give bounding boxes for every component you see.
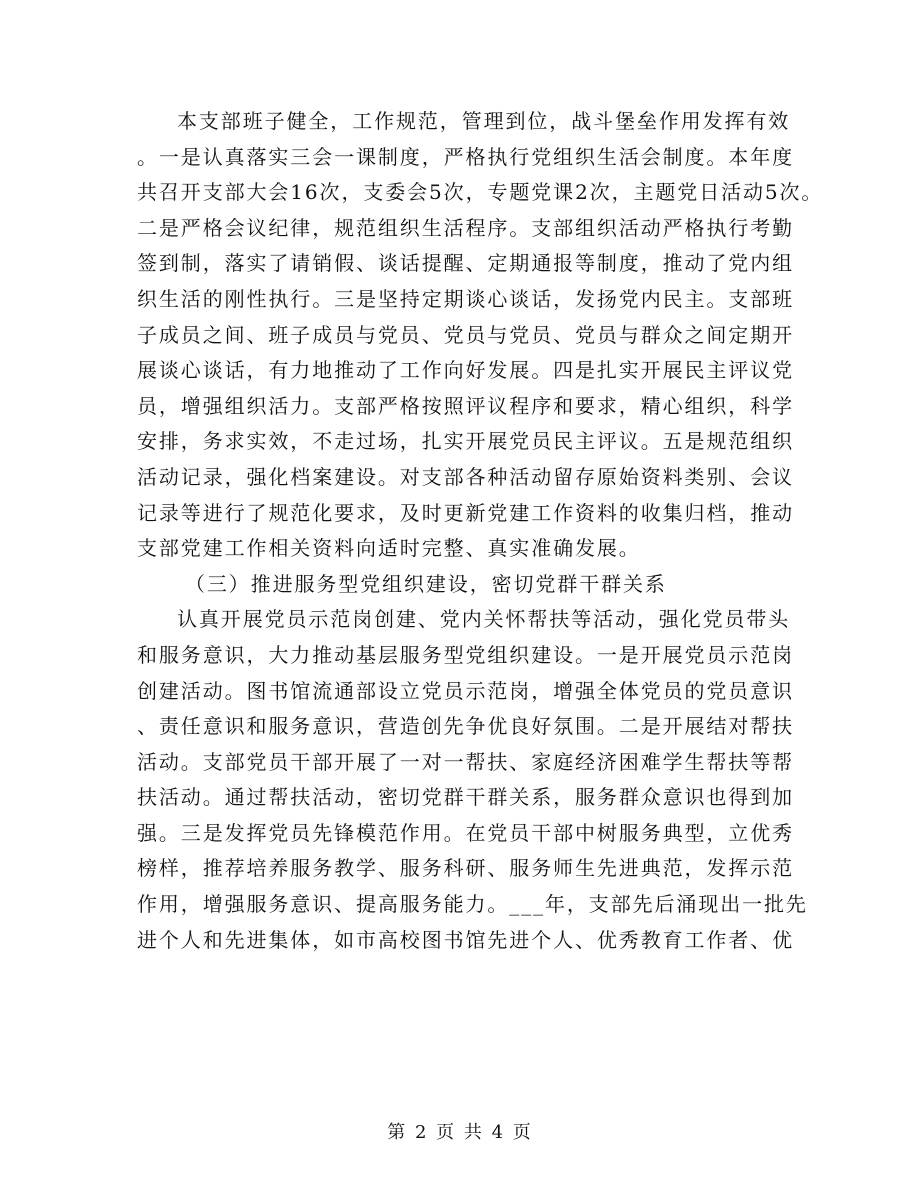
paragraph-line: 织生活的刚性执行。三是坚持定期谈心谈话，发扬党内民主。支部班 — [137, 286, 794, 311]
paragraph-line: 。一是认真落实三会一课制度，严格执行党组织生活会制度。本年度 — [137, 144, 794, 169]
paragraph-line: 活动记录，强化档案建设。对支部各种活动留存原始资料类别、会议 — [137, 464, 794, 489]
paragraph-line: 共召开支部大会16次，支委会5次，专题党课2次，主题党日活动5次。 — [137, 180, 824, 205]
paragraph-line: 扶活动。通过帮扶活动，密切党群干群关系，服务群众意识也得到加 — [137, 785, 794, 810]
section-heading: （三）推进服务型党组织建设，密切党群干群关系 — [185, 571, 667, 596]
paragraph-line: 员，增强组织活力。支部严格按照评议程序和要求，精心组织，科学 — [137, 393, 794, 418]
paragraph-line: 认真开展党员示范岗创建、党内关怀帮扶等活动，强化党员带头 — [177, 607, 791, 632]
paragraph-line: 支部党建工作相关资料向适时完整、真实准确发展。 — [137, 536, 641, 561]
paragraph-line: 活动。支部党员干部开展了一对一帮扶、家庭经济困难学生帮扶等帮 — [137, 749, 794, 774]
paragraph-line: 签到制，落实了请销假、谈话提醒、定期通报等制度，推动了党内组 — [137, 251, 794, 276]
paragraph-line: 本支部班子健全，工作规范，管理到位，战斗堡垒作用发挥有效 — [177, 109, 791, 133]
paragraph-line: 和服务意识，大力推动基层服务型党组织建设。一是开展党员示范岗 — [137, 642, 794, 667]
document-body — [137, 104, 824, 958]
paragraph-line: 二是严格会议纪律，规范组织生活程序。支部组织活动严格执行考勤 — [137, 215, 794, 240]
paragraph-line: 展谈心谈话，有力地推动了工作向好发展。四是扎实开展民主评议党 — [137, 358, 794, 383]
paragraph-line: 进个人和先进集体，如市高校图书馆先进个人、优秀教育工作者、优 — [137, 927, 794, 952]
paragraph-line: 强。三是发挥党员先锋模范作用。在党员干部中树服务典型，立优秀 — [137, 820, 794, 845]
paragraph-line: 记录等进行了规范化要求，及时更新党建工作资料的收集归档，推动 — [137, 500, 794, 525]
paragraph-line: 子成员之间、班子成员与党员、党员与党员、党员与群众之间定期开 — [137, 322, 794, 347]
paragraph-line: 榜样，推荐培养服务教学、服务科研、服务师生先进典范，发挥示范 — [137, 856, 794, 881]
paragraph-line: 、责任意识和服务意识，营造创先争优良好氛围。二是开展结对帮扶 — [137, 714, 794, 739]
page-number-footer: 第 2 页 共 4 页 — [387, 1122, 533, 1143]
paragraph-line: 作用，增强服务意识、提高服务能力。___年，支部先后涌现出一批先 — [137, 892, 808, 917]
paragraph-line: 安排，务求实效，不走过场，扎实开展党员民主评议。五是规范组织 — [137, 429, 794, 454]
paragraph-line: 创建活动。图书馆流通部设立党员示范岗，增强全体党员的党员意识 — [137, 678, 794, 703]
